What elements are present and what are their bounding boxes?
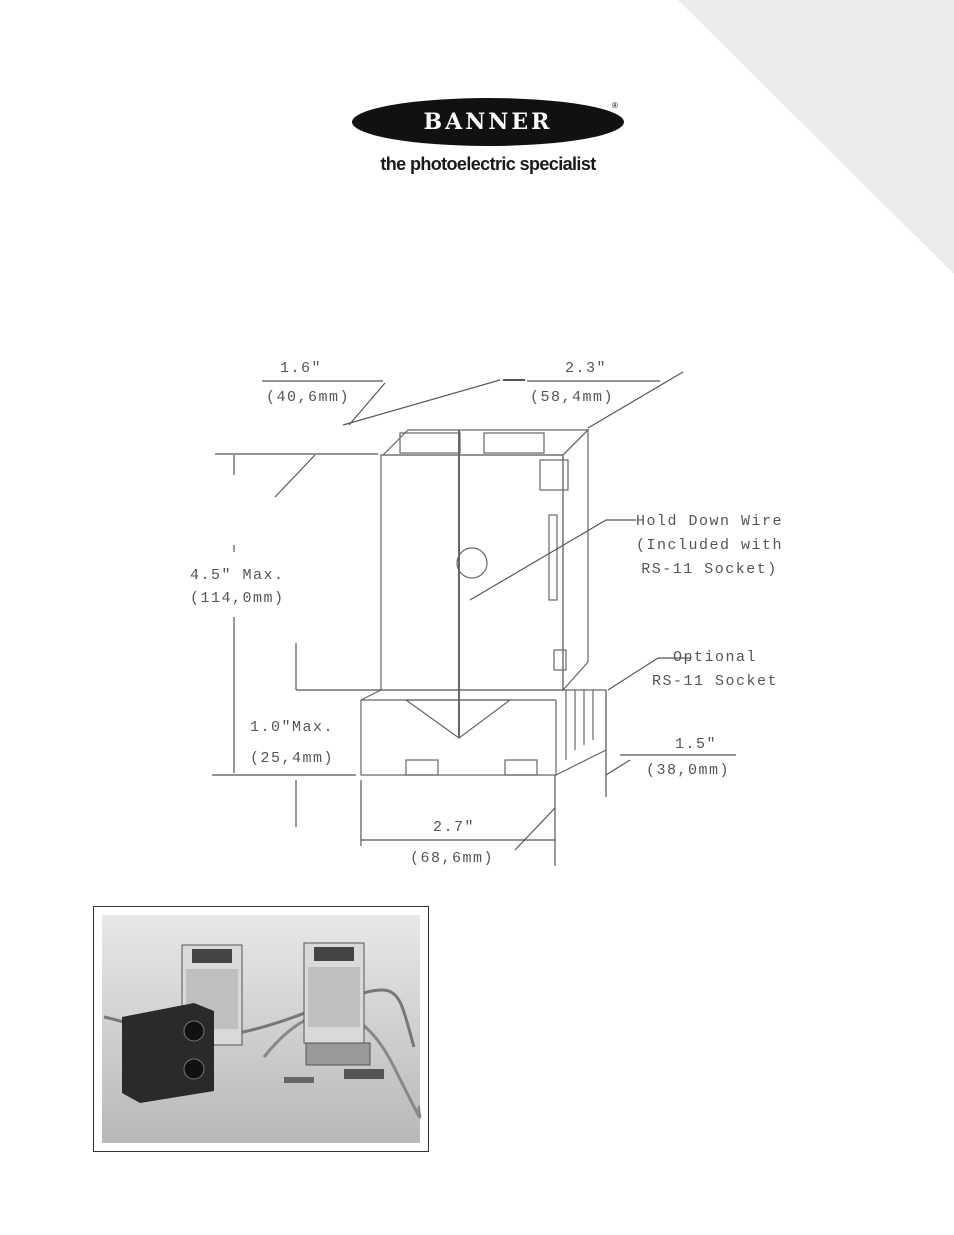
logo-wordmark: BANNER <box>423 109 553 135</box>
dim-socket-width-in: 2.7" <box>433 819 476 836</box>
module-housing <box>381 430 588 738</box>
dim-depth-mm: (58,4mm) <box>530 389 615 406</box>
callout-socket-line2: RS-11 Socket <box>652 673 779 690</box>
dim-height-mm: (114,0mm) <box>190 590 285 607</box>
dim-width-in: 1.6" <box>280 360 323 377</box>
registered-mark: ® <box>612 101 618 110</box>
dim-socket-width-mm: (68,6mm) <box>410 850 495 867</box>
dim-socket-height-mm: (25,4mm) <box>250 750 335 767</box>
rs11-socket <box>361 690 606 775</box>
callout-hold-down-line1: Hold Down Wire <box>636 513 784 530</box>
dim-depth-in: 2.3" <box>565 360 608 377</box>
tagline: the photoelectric specialist <box>380 154 596 174</box>
callout-hold-down-line2: (Included with <box>636 537 784 554</box>
dim-height-in: 4.5" Max. <box>190 567 285 584</box>
dim-socket-height-in: 1.0"Max. <box>250 719 335 736</box>
product-photo <box>93 906 429 1152</box>
dim-width-mm: (40,6mm) <box>266 389 351 406</box>
product-photo-image <box>94 907 428 1151</box>
extension-line-top <box>343 380 500 425</box>
callout-hold-down-wire <box>636 510 783 582</box>
dim-socket-depth-in: 1.5" <box>675 736 718 753</box>
dim-socket-depth-mm: (38,0mm) <box>646 762 731 779</box>
callout-optional-socket <box>652 646 778 694</box>
callout-socket-line1: Optional <box>673 649 758 666</box>
callout-hold-down-line3: RS-11 Socket) <box>641 561 778 578</box>
